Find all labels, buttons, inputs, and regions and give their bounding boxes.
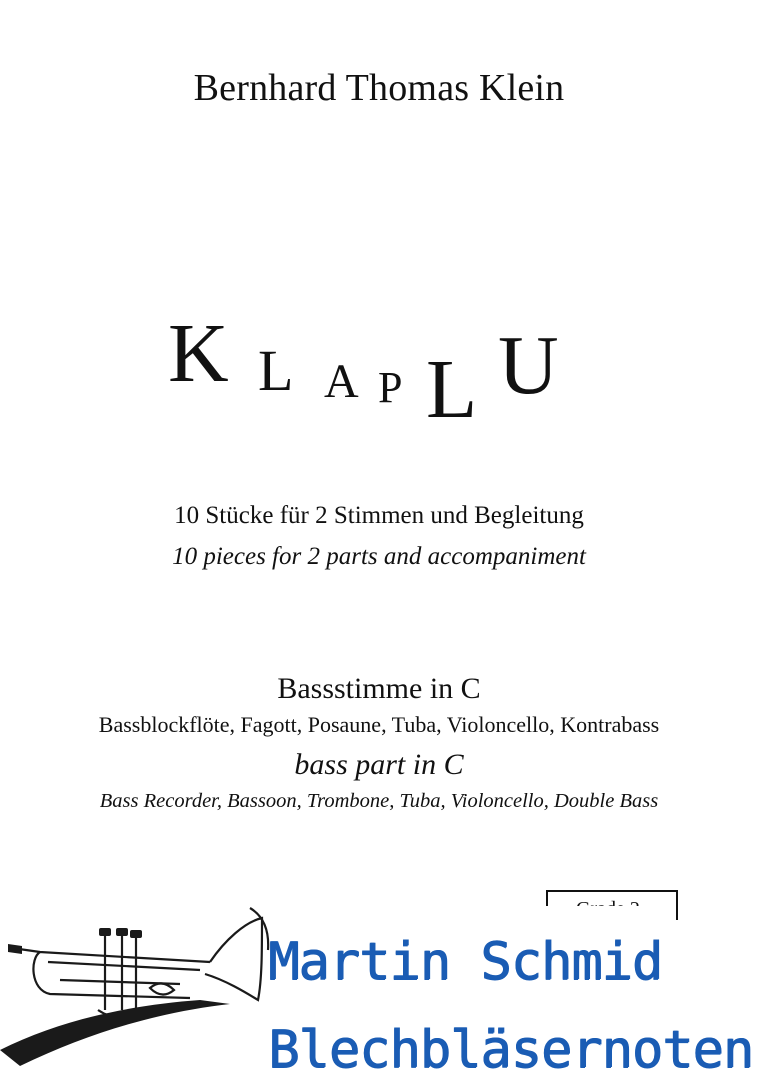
title-letter-p: P	[378, 363, 403, 412]
part-german: Bassstimme in C	[277, 672, 481, 705]
trumpet-icon	[0, 900, 290, 1080]
publisher-subtitle: Blechbläsernoten	[268, 1020, 753, 1080]
publisher-name: Martin Schmid	[268, 932, 662, 992]
instruments-english: Bass Recorder, Bassoon, Trombone, Tuba, Violoncello, Double Bass	[99, 790, 659, 812]
part-english: bass part in C	[294, 748, 464, 781]
title-letter-l: L	[258, 338, 294, 403]
title-letter-u: U	[498, 319, 559, 412]
composer-name: Bernhard Thomas Klein	[193, 67, 565, 109]
grade-badge-edge	[676, 890, 678, 920]
instruments-german: Bassblockflöte, Fagott, Posaune, Tuba, Violoncello, Kontrabass	[98, 712, 660, 737]
grade-badge-overlap	[546, 906, 680, 926]
title	[0, 300, 758, 440]
title-letter-l2: L	[426, 343, 478, 436]
title-letter-a: A	[324, 355, 359, 408]
subtitle-german: 10 Stücke für 2 Stimmen und Begleitung	[174, 502, 584, 529]
subtitle-english: 10 pieces for 2 parts and accompaniment	[172, 543, 586, 570]
title-letter-k: K	[168, 307, 229, 400]
